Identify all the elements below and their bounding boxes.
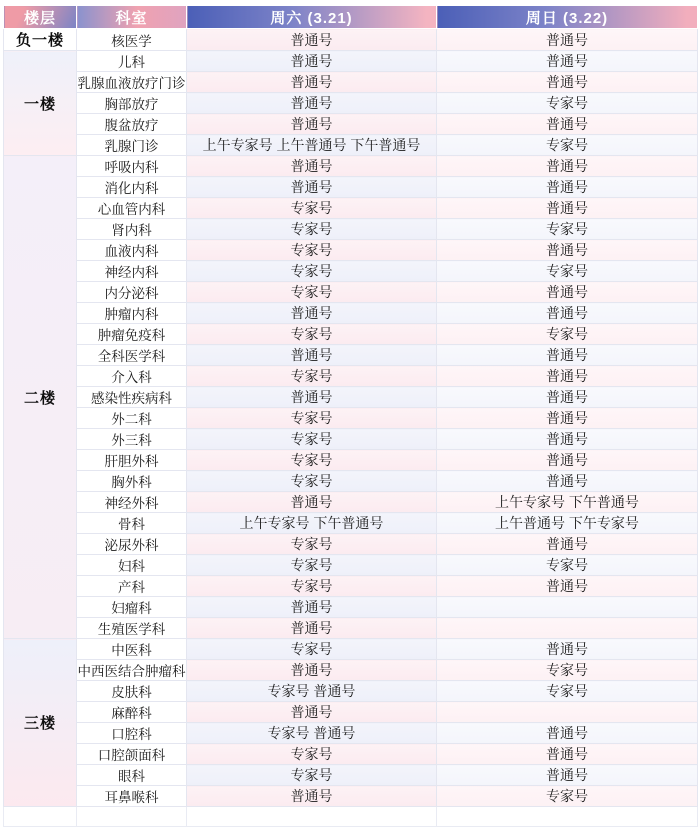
saturday-cell: 专家号 bbox=[187, 744, 437, 765]
department-cell: 心血管内科 bbox=[77, 198, 187, 219]
schedule-row bbox=[4, 29, 698, 51]
schedule-row bbox=[4, 177, 698, 198]
sunday-cell: 专家号 bbox=[437, 219, 698, 240]
schedule-row bbox=[4, 93, 698, 114]
floor-cell-f3: 三楼 bbox=[4, 639, 77, 807]
schedule-row bbox=[4, 513, 698, 534]
sunday-cell: 普通号 bbox=[437, 240, 698, 261]
department-cell: 妇科 bbox=[77, 555, 187, 576]
saturday-cell: 上午专家号 下午普通号 bbox=[187, 513, 437, 534]
sunday-cell: 普通号 bbox=[437, 177, 698, 198]
schedule-row bbox=[4, 450, 698, 471]
department-cell: 肿瘤内科 bbox=[77, 303, 187, 324]
sunday-cell: 专家号 bbox=[437, 681, 698, 702]
saturday-cell: 专家号 bbox=[187, 576, 437, 597]
schedule-row bbox=[4, 261, 698, 282]
floor-cell-f1: 一楼 bbox=[4, 51, 77, 156]
saturday-cell: 专家号 bbox=[187, 471, 437, 492]
saturday-cell: 普通号 bbox=[187, 114, 437, 135]
saturday-cell: 专家号 bbox=[187, 261, 437, 282]
saturday-cell: 普通号 bbox=[187, 303, 437, 324]
department-cell: 皮肤科 bbox=[77, 681, 187, 702]
schedule-row bbox=[4, 744, 698, 765]
sunday-cell: 普通号 bbox=[437, 576, 698, 597]
department-cell: 内分泌科 bbox=[77, 282, 187, 303]
department-cell: 肾内科 bbox=[77, 219, 187, 240]
schedule-row bbox=[4, 723, 698, 744]
department-cell: 骨科 bbox=[77, 513, 187, 534]
sunday-cell: 普通号 bbox=[437, 429, 698, 450]
schedule-row bbox=[4, 303, 698, 324]
department-cell: 肿瘤免疫科 bbox=[77, 324, 187, 345]
schedule-row bbox=[4, 135, 698, 156]
saturday-cell: 专家号 bbox=[187, 639, 437, 660]
sunday-cell: 普通号 bbox=[437, 744, 698, 765]
department-cell: 外二科 bbox=[77, 408, 187, 429]
saturday-cell: 普通号 bbox=[187, 387, 437, 408]
saturday-cell: 普通号 bbox=[187, 72, 437, 93]
header-row bbox=[4, 6, 698, 29]
saturday-cell: 专家号 bbox=[187, 765, 437, 786]
sunday-cell: 普通号 bbox=[437, 198, 698, 219]
floor-cell-f2: 二楼 bbox=[4, 156, 77, 639]
schedule-row bbox=[4, 492, 698, 513]
saturday-cell: 专家号 bbox=[187, 240, 437, 261]
saturday-cell: 专家号 bbox=[187, 555, 437, 576]
schedule-row bbox=[4, 366, 698, 387]
sunday-cell: 普通号 bbox=[437, 114, 698, 135]
sunday-cell: 普通号 bbox=[437, 282, 698, 303]
saturday-cell: 上午专家号 上午普通号 下午普通号 bbox=[187, 135, 437, 156]
schedule-row bbox=[4, 660, 698, 681]
department-cell: 乳腺血液放疗门诊 bbox=[77, 72, 187, 93]
schedule-row bbox=[4, 555, 698, 576]
saturday-cell: 专家号 bbox=[187, 219, 437, 240]
saturday-cell: 专家号 bbox=[187, 324, 437, 345]
saturday-cell: 普通号 bbox=[187, 597, 437, 618]
sunday-cell: 普通号 bbox=[437, 765, 698, 786]
saturday-cell: 专家号 bbox=[187, 366, 437, 387]
saturday-cell: 普通号 bbox=[187, 29, 437, 51]
department-cell: 耳鼻喉科 bbox=[77, 786, 187, 807]
header-floor: 楼层 bbox=[4, 6, 77, 29]
schedule-row bbox=[4, 534, 698, 555]
department-cell: 泌尿外科 bbox=[77, 534, 187, 555]
schedule-row bbox=[4, 51, 698, 72]
sunday-cell bbox=[437, 597, 698, 618]
empty-row bbox=[4, 807, 698, 827]
sunday-cell: 普通号 bbox=[437, 408, 698, 429]
schedule-row bbox=[4, 72, 698, 93]
sunday-cell: 专家号 bbox=[437, 135, 698, 156]
department-cell: 口腔颌面科 bbox=[77, 744, 187, 765]
schedule-row bbox=[4, 639, 698, 660]
schedule-row bbox=[4, 471, 698, 492]
schedule-row bbox=[4, 597, 698, 618]
sunday-cell: 普通号 bbox=[437, 51, 698, 72]
header-department: 科室 bbox=[77, 6, 187, 29]
saturday-cell: 专家号 bbox=[187, 198, 437, 219]
saturday-cell: 普通号 bbox=[187, 345, 437, 366]
sunday-cell: 普通号 bbox=[437, 156, 698, 177]
schedule-row bbox=[4, 618, 698, 639]
saturday-cell: 普通号 bbox=[187, 51, 437, 72]
sunday-cell: 专家号 bbox=[437, 555, 698, 576]
schedule-row bbox=[4, 408, 698, 429]
department-cell: 核医学 bbox=[77, 29, 187, 51]
department-cell: 神经内科 bbox=[77, 261, 187, 282]
department-cell: 腹盆放疗 bbox=[77, 114, 187, 135]
department-cell: 感染性疾病科 bbox=[77, 387, 187, 408]
department-cell: 口腔科 bbox=[77, 723, 187, 744]
department-cell: 中医科 bbox=[77, 639, 187, 660]
saturday-cell: 专家号 bbox=[187, 282, 437, 303]
floor-cell-b1: 负一楼 bbox=[4, 29, 77, 51]
sunday-cell: 普通号 bbox=[437, 303, 698, 324]
sunday-cell: 专家号 bbox=[437, 660, 698, 681]
department-cell: 产科 bbox=[77, 576, 187, 597]
department-cell: 肝胆外科 bbox=[77, 450, 187, 471]
department-cell: 胸外科 bbox=[77, 471, 187, 492]
sunday-cell: 专家号 bbox=[437, 261, 698, 282]
saturday-cell: 普通号 bbox=[187, 702, 437, 723]
weekend-clinic-schedule-table bbox=[3, 5, 698, 827]
sunday-cell: 普通号 bbox=[437, 345, 698, 366]
sunday-cell: 上午专家号 下午普通号 bbox=[437, 492, 698, 513]
sunday-cell: 上午普通号 下午专家号 bbox=[437, 513, 698, 534]
saturday-cell: 普通号 bbox=[187, 618, 437, 639]
schedule-row bbox=[4, 219, 698, 240]
saturday-cell: 普通号 bbox=[187, 660, 437, 681]
schedule-row bbox=[4, 114, 698, 135]
sunday-cell: 普通号 bbox=[437, 366, 698, 387]
saturday-cell: 专家号 普通号 bbox=[187, 681, 437, 702]
sunday-cell bbox=[437, 702, 698, 723]
sunday-cell: 普通号 bbox=[437, 639, 698, 660]
department-cell: 眼科 bbox=[77, 765, 187, 786]
department-cell: 儿科 bbox=[77, 51, 187, 72]
department-cell: 妇瘤科 bbox=[77, 597, 187, 618]
saturday-cell: 专家号 bbox=[187, 429, 437, 450]
sunday-cell bbox=[437, 807, 698, 827]
saturday-cell: 专家号 bbox=[187, 450, 437, 471]
saturday-cell: 专家号 bbox=[187, 534, 437, 555]
schedule-row bbox=[4, 282, 698, 303]
sunday-cell: 普通号 bbox=[437, 387, 698, 408]
department-cell: 外三科 bbox=[77, 429, 187, 450]
saturday-cell: 普通号 bbox=[187, 156, 437, 177]
sunday-cell: 专家号 bbox=[437, 93, 698, 114]
schedule-row bbox=[4, 156, 698, 177]
saturday-cell bbox=[187, 807, 437, 827]
department-cell: 胸部放疗 bbox=[77, 93, 187, 114]
sunday-cell: 普通号 bbox=[437, 450, 698, 471]
department-cell bbox=[77, 807, 187, 827]
department-cell: 呼吸内科 bbox=[77, 156, 187, 177]
schedule-row bbox=[4, 324, 698, 345]
sunday-cell: 普通号 bbox=[437, 471, 698, 492]
schedule-row bbox=[4, 681, 698, 702]
schedule-row bbox=[4, 198, 698, 219]
header-saturday: 周六 (3.21) bbox=[187, 6, 437, 29]
saturday-cell: 普通号 bbox=[187, 93, 437, 114]
saturday-cell: 专家号 普通号 bbox=[187, 723, 437, 744]
department-cell: 全科医学科 bbox=[77, 345, 187, 366]
saturday-cell: 普通号 bbox=[187, 786, 437, 807]
sunday-cell bbox=[437, 618, 698, 639]
department-cell: 消化内科 bbox=[77, 177, 187, 198]
saturday-cell: 普通号 bbox=[187, 177, 437, 198]
sunday-cell: 专家号 bbox=[437, 324, 698, 345]
schedule-row bbox=[4, 765, 698, 786]
schedule-row bbox=[4, 429, 698, 450]
department-cell: 介入科 bbox=[77, 366, 187, 387]
department-cell: 生殖医学科 bbox=[77, 618, 187, 639]
schedule-row bbox=[4, 240, 698, 261]
department-cell: 中西医结合肿瘤科 bbox=[77, 660, 187, 681]
department-cell: 神经外科 bbox=[77, 492, 187, 513]
department-cell: 血液内科 bbox=[77, 240, 187, 261]
department-cell: 乳腺门诊 bbox=[77, 135, 187, 156]
department-cell: 麻醉科 bbox=[77, 702, 187, 723]
schedule-row bbox=[4, 702, 698, 723]
header-sunday: 周日 (3.22) bbox=[437, 6, 698, 29]
schedule-row bbox=[4, 345, 698, 366]
floor-cell-empty bbox=[4, 807, 77, 827]
saturday-cell: 专家号 bbox=[187, 408, 437, 429]
sunday-cell: 普通号 bbox=[437, 29, 698, 51]
sunday-cell: 普通号 bbox=[437, 72, 698, 93]
sunday-cell: 普通号 bbox=[437, 534, 698, 555]
saturday-cell: 普通号 bbox=[187, 492, 437, 513]
sunday-cell: 专家号 bbox=[437, 786, 698, 807]
schedule-row bbox=[4, 387, 698, 408]
sunday-cell: 普通号 bbox=[437, 723, 698, 744]
schedule-row bbox=[4, 576, 698, 597]
